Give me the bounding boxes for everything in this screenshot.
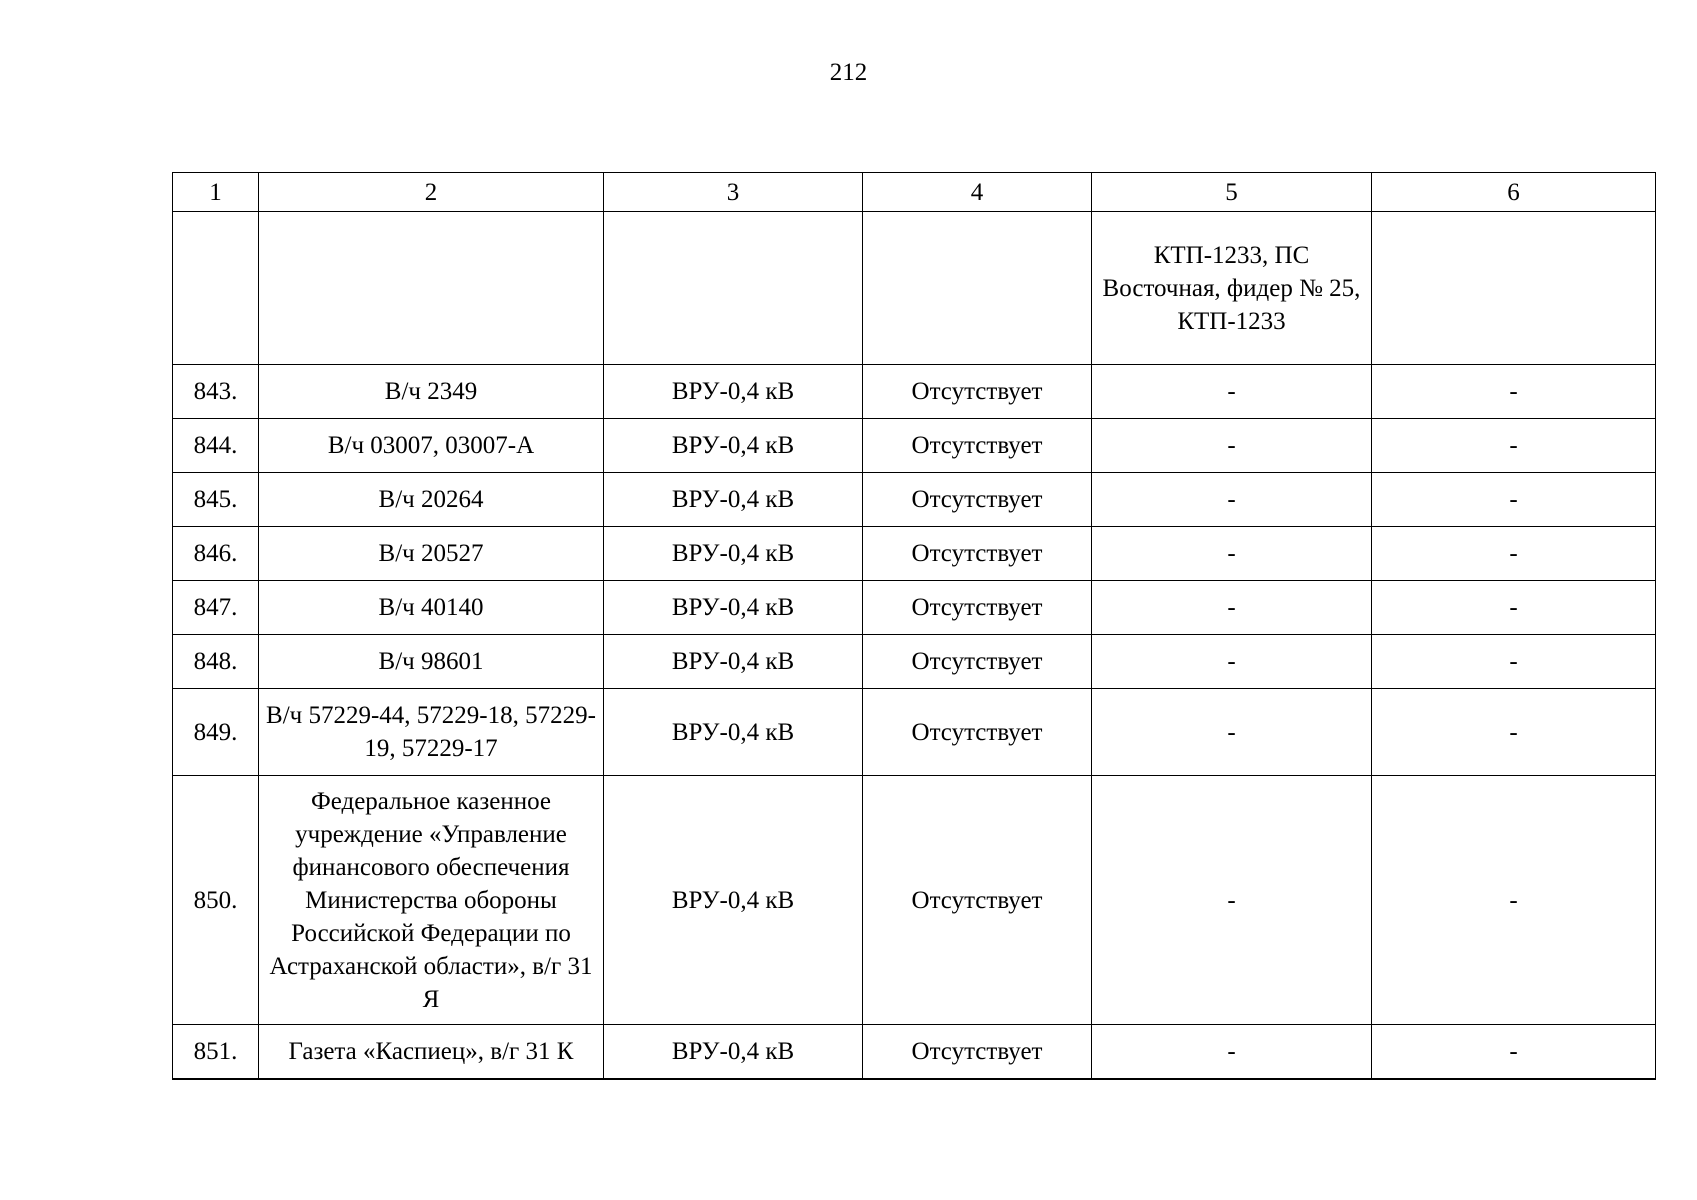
page-number: 212 xyxy=(829,59,868,86)
cell-status: Отсутствует xyxy=(863,419,1092,473)
table-row xyxy=(173,581,1656,635)
cell-number: 844. xyxy=(173,419,259,473)
column-header-2: 2 xyxy=(259,173,604,212)
cell-name: В/ч 2349 xyxy=(259,365,604,419)
table-row xyxy=(173,1025,1656,1080)
column-header-3: 3 xyxy=(604,173,863,212)
cell-number: 847. xyxy=(173,581,259,635)
cell-col6: - xyxy=(1372,689,1656,776)
cell-status: Отсутствует xyxy=(863,635,1092,689)
cell-number: 850. xyxy=(173,776,259,1025)
cell-col5: - xyxy=(1092,1025,1372,1080)
cell-status: Отсутствует xyxy=(863,1025,1092,1080)
cell-name: Газета «Каспиец», в/г 31 К xyxy=(259,1025,604,1080)
cell-col5: - xyxy=(1092,419,1372,473)
cell xyxy=(173,212,259,365)
cell-device: ВРУ-0,4 кВ xyxy=(604,473,863,527)
cell-status: Отсутствует xyxy=(863,527,1092,581)
table-row xyxy=(173,473,1656,527)
cell-col6: - xyxy=(1372,635,1656,689)
cell-status: Отсутствует xyxy=(863,365,1092,419)
cell-number: 848. xyxy=(173,635,259,689)
table-row xyxy=(173,776,1656,1025)
cell-name: В/ч 40140 xyxy=(259,581,604,635)
cell-device: ВРУ-0,4 кВ xyxy=(604,1025,863,1080)
cell-col6: - xyxy=(1372,473,1656,527)
column-header-4: 4 xyxy=(863,173,1092,212)
cell-col5: - xyxy=(1092,527,1372,581)
cell-col5: - xyxy=(1092,689,1372,776)
cell-number: 851. xyxy=(173,1025,259,1080)
cell-device: ВРУ-0,4 кВ xyxy=(604,365,863,419)
cell-device: ВРУ-0,4 кВ xyxy=(604,419,863,473)
cell-number: 843. xyxy=(173,365,259,419)
cell-supply-source: КТП-1233, ПС Восточная, фидер № 25, КТП-1233 xyxy=(1092,212,1372,365)
cell-col6: - xyxy=(1372,1025,1656,1080)
cell-col5: - xyxy=(1092,776,1372,1025)
column-number-row xyxy=(173,173,1656,212)
cell-name: В/ч 57229-44, 57229-18, 57229-19, 57229-17 xyxy=(259,689,604,776)
cell-number: 846. xyxy=(173,527,259,581)
cell-col5: - xyxy=(1092,365,1372,419)
cell-col5: - xyxy=(1092,581,1372,635)
cell-col6: - xyxy=(1372,581,1656,635)
cell-col6: - xyxy=(1372,776,1656,1025)
cell xyxy=(259,212,604,365)
cell-name: В/ч 98601 xyxy=(259,635,604,689)
cell-status: Отсутствует xyxy=(863,473,1092,527)
cell-col6: - xyxy=(1372,419,1656,473)
cell-number: 845. xyxy=(173,473,259,527)
cell-name: Федеральное казенное учреждение «Управление финансового обеспечения Министерства обороны Российской Федерации по Астраханской области», в/г 31 Я xyxy=(259,776,604,1025)
cell-number: 849. xyxy=(173,689,259,776)
cell-device: ВРУ-0,4 кВ xyxy=(604,776,863,1025)
table-row xyxy=(173,419,1656,473)
cell-col6: - xyxy=(1372,527,1656,581)
column-header-1: 1 xyxy=(173,173,259,212)
table-row xyxy=(173,689,1656,776)
cell-col5: - xyxy=(1092,635,1372,689)
cell-name: В/ч 20264 xyxy=(259,473,604,527)
cell xyxy=(863,212,1092,365)
cell-device: ВРУ-0,4 кВ xyxy=(604,689,863,776)
cell-name: В/ч 20527 xyxy=(259,527,604,581)
column-header-6: 6 xyxy=(1372,173,1656,212)
cell-status: Отсутствует xyxy=(863,689,1092,776)
table-row xyxy=(173,635,1656,689)
table-row xyxy=(173,527,1656,581)
cell xyxy=(604,212,863,365)
cell-name: В/ч 03007, 03007-А xyxy=(259,419,604,473)
cell-status: Отсутствует xyxy=(863,581,1092,635)
cell-device: ВРУ-0,4 кВ xyxy=(604,635,863,689)
cell-device: ВРУ-0,4 кВ xyxy=(604,581,863,635)
cell-col5: - xyxy=(1092,473,1372,527)
cell-status: Отсутствует xyxy=(863,776,1092,1025)
continuation-row xyxy=(173,212,1656,365)
cell xyxy=(1372,212,1656,365)
column-header-5: 5 xyxy=(1092,173,1372,212)
table-row xyxy=(173,365,1656,419)
cell-col6: - xyxy=(1372,365,1656,419)
cell-device: ВРУ-0,4 кВ xyxy=(604,527,863,581)
data-table xyxy=(172,172,1656,1080)
